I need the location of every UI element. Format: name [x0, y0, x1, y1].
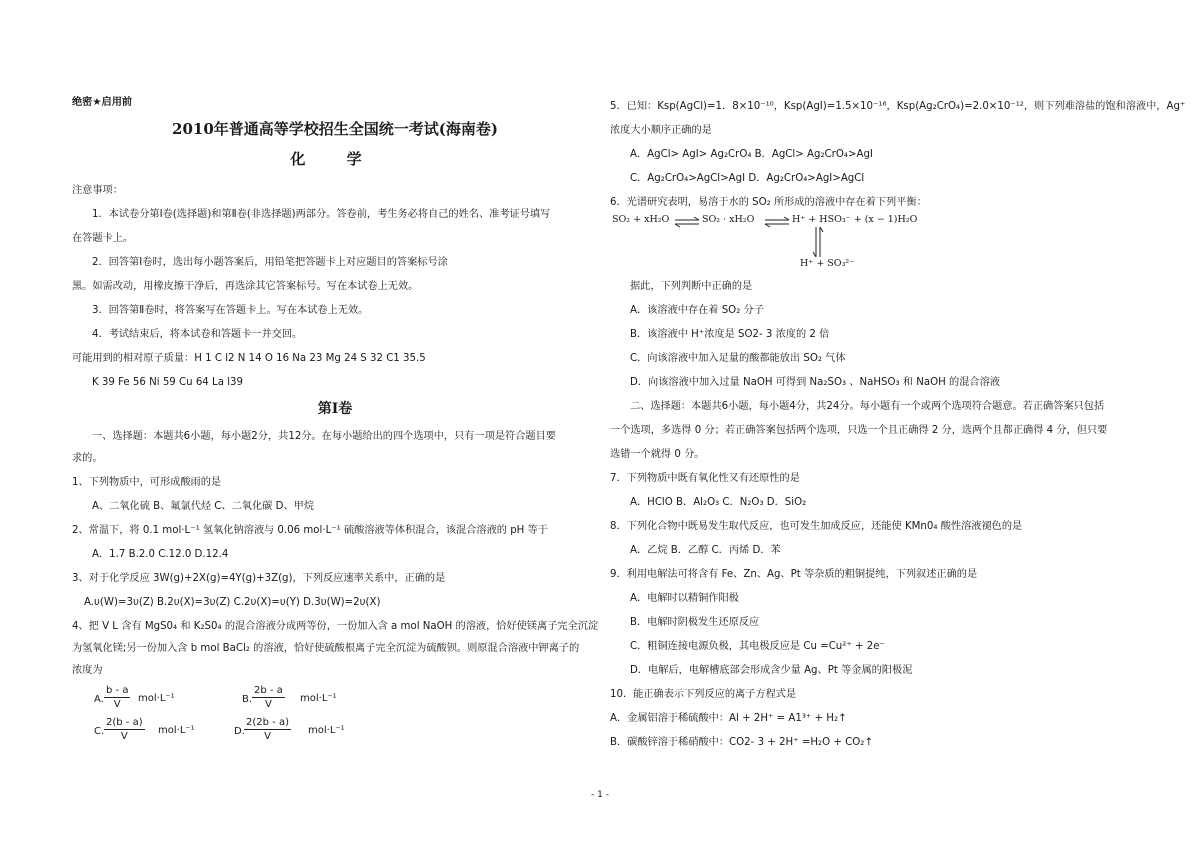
- q7-stem: 7．下列物质中既有氧化性又有还原性的是: [610, 473, 800, 484]
- part1-intro-a: 一、选择题：本题共6小题，每小题2分，共12分。在每小题给出的四个选项中，只有一项是符合题目要: [92, 431, 556, 442]
- q7-options: A．HClO B．Al₂O₃ C．N₂O₃ D．SiO₂: [630, 497, 807, 508]
- q5-options-ab: A．AgCl> AgI> Ag₂CrO₄ B．AgCl> Ag₂CrO₄>AgI: [630, 149, 873, 160]
- q4-option-a-label: A.: [94, 694, 104, 705]
- q4-c-denominator: V: [120, 731, 128, 742]
- q9-option-b: B．电解时阴极发生还原反应: [630, 617, 760, 628]
- q4-a-denominator: V: [113, 699, 121, 710]
- q4-b-denominator: V: [264, 699, 272, 710]
- q4-a-unit: mol·L⁻¹: [138, 693, 175, 704]
- q4-stem-b: 为氢氧化镁;另一份加入含 b mol BaCl₂ 的溶液，恰好使硫酸根离子完全沉淀为硫酸钡。则原混合溶液中钾离子的: [72, 643, 580, 654]
- q5-stem-a: 5．已知：Ksp(AgCl)=1．8×10⁻¹⁰，Ksp(AgI)=1.5×10⁻¹⁶，Ksp(Ag₂CrO₄)=2.0×10⁻¹²，则下列难溶盐的饱和溶液中，Ag⁺: [610, 101, 1186, 112]
- eq-down: H⁺ + SO₃²⁻: [800, 258, 855, 269]
- q8-options: A．乙烷 B．乙醇 C．丙烯 D．苯: [630, 545, 781, 556]
- note-2b: 黑。如需改动，用橡皮擦干净后，再选涂其它答案标号。写在本试卷上无效。: [72, 281, 419, 292]
- subject-title: 化 学: [290, 150, 380, 168]
- q10-option-b: B．碳酸锌溶于稀硝酸中：CO2- 3 + 2H⁺ =H₂O + CO₂↑: [610, 737, 873, 748]
- q1-options: A、二氧化硫 B、氟氯代烃 C、二氧化碳 D、甲烷: [92, 501, 315, 512]
- eq-right: H⁺ + HSO₃⁻ + (x − 1)H₂O: [792, 214, 918, 225]
- q10-stem: 10．能正确表示下列反应的离子方程式是: [610, 689, 797, 700]
- q4-d-denominator: V: [264, 731, 271, 742]
- q4-option-c-fraction: [104, 716, 145, 743]
- eq-left: SO₂ + xH₂O: [612, 214, 670, 225]
- q4-d-unit: mol·L⁻¹: [308, 725, 345, 736]
- q6-equilibrium-equation: [610, 212, 1010, 274]
- note-1a: 1．本试卷分第Ⅰ卷(选择题)和第Ⅱ卷(非选择题)两部分。答卷前，考生务必将自己的姓名、准考证号填写: [92, 209, 551, 220]
- part2-intro-a: 二、选择题：本题共6小题，每小题4分，共24分。每小题有一个或两个选项符合题意。若正确答案只包括: [630, 401, 1105, 412]
- q4-c-numerator: 2(b - a): [106, 717, 143, 728]
- part1-heading: 第Ⅰ卷: [317, 401, 353, 417]
- exam-title: 2010年普通高等学校招生全国统一考试(海南卷): [172, 120, 498, 138]
- q10-option-a: A．金属铝溶于稀硫酸中：Al + 2H⁺ = A1³⁺ + H₂↑: [610, 713, 847, 724]
- note-3: 3．回答第Ⅱ卷时，将答案写在答题卡上。写在本试卷上无效。: [92, 305, 369, 316]
- q4-option-d-fraction: [244, 716, 291, 743]
- q4-b-numerator: 2b - a: [254, 685, 283, 696]
- atomic-masses-b: K 39 Fe 56 Ni 59 Cu 64 La l39: [92, 377, 243, 388]
- q4-b-unit: mol·L⁻¹: [300, 693, 337, 704]
- q1-stem: 1、下列物质中，可形成酸雨的是: [72, 477, 222, 488]
- q9-option-a: A．电解时以精铜作阳极: [630, 593, 739, 604]
- part2-intro-b: 一个选项，多选得 0 分；若正确答案包括两个选项，只选一个且正确得 2 分，选两个且都正确得 4 分，但只要: [610, 425, 1108, 436]
- q4-option-b-fraction: [252, 684, 285, 711]
- note-4: 4．考试结束后，将本试卷和答题卡一并交回。: [92, 329, 303, 340]
- q4-option-b-label: B.: [242, 694, 253, 705]
- q5-options-cd: C．Ag₂CrO₄>AgCl>AgI D．Ag₂CrO₄>AgI>AgCl: [630, 173, 865, 184]
- q9-option-c: C．粗铜连接电源负极，其电极反应是 Cu =Cu²⁺ + 2e⁻: [630, 641, 885, 652]
- q4-d-numerator: 2(2b - a): [246, 717, 289, 728]
- q3-options: A.υ(W)=3υ(Z) B.2υ(X)=3υ(Z) C.2υ(X)=υ(Y) D.3υ(W)=2υ(X): [84, 597, 381, 608]
- q6-option-d: D．向该溶液中加入过量 NaOH 可得到 Na₂SO₃ 、NaHSO₃ 和 NaOH 的混合溶液: [630, 377, 1000, 388]
- q4-a-numerator: b - a: [106, 685, 129, 696]
- q6-option-b: B．该溶液中 H⁺浓度是 SO2- 3 浓度的 2 倍: [630, 329, 830, 340]
- q6-option-c: C．向该溶液中加入足量的酸都能放出 SO₂ 气体: [630, 353, 846, 364]
- q9-stem: 9．利用电解法可将含有 Fe、Zn、Ag、Pt 等杂质的粗铜提纯，下列叙述正确的是: [610, 569, 978, 580]
- q4-option-a-fraction: [104, 684, 130, 711]
- q6-option-a: A．该溶液中存在着 SO₂ 分子: [630, 305, 764, 316]
- atomic-masses-a: 可能用到的相对原子质量：H 1 C l2 N 14 O 16 Na 23 Mg 24 S 32 C1 35.5: [72, 353, 426, 364]
- q4-c-unit: mol·L⁻¹: [158, 725, 195, 736]
- q6-lead: 据此，下列判断中正确的是: [630, 281, 753, 292]
- q2-stem: 2、常温下，将 0.1 mol·L⁻¹ 氢氧化钠溶液与 0.06 mol·L⁻¹ 硫酸溶液等体积混合，该混合溶液的 pH 等于: [72, 525, 548, 536]
- q2-options: A．1.7 B.2.0 C.12.0 D.12.4: [92, 549, 229, 560]
- note-2a: 2．回答第Ⅰ卷时，选出每小题答案后，用铅笔把答题卡上对应题目的答案标号涂: [92, 257, 448, 268]
- part1-intro-b: 求的。: [72, 453, 103, 464]
- q5-stem-b: 浓度大小顺序正确的是: [610, 125, 712, 136]
- equilibrium-arrow-1-icon: [674, 216, 700, 228]
- q9-option-d: D．电解后，电解槽底部会形成含少量 Ag、Pt 等金属的阳极泥: [630, 665, 913, 676]
- note-1b: 在答题卡上。: [72, 233, 134, 244]
- page-number: - 1 -: [591, 790, 609, 800]
- q3-stem: 3、对于化学反应 3W(g)+2X(g)=4Y(g)+3Z(g)，下列反应速率关系中，正确的是: [72, 573, 446, 584]
- part2-intro-c: 选错一个就得 0 分。: [610, 449, 705, 460]
- equilibrium-arrow-2-icon: [764, 216, 790, 228]
- eq-mid: SO₂ · xH₂O: [702, 214, 755, 225]
- q4-stem-a: 4、把 V L 含有 MgS0₄ 和 K₂S0₄ 的混合溶液分成两等份，一份加入含 a mol NaOH 的溶液，恰好使镁离子完全沉淀: [72, 621, 599, 632]
- q4-option-d-label: D.: [234, 726, 245, 737]
- q4-option-c-label: C.: [94, 726, 105, 737]
- secret-label: 绝密★启用前: [72, 97, 133, 108]
- q8-stem: 8．下列化合物中既易发生取代反应，也可发生加成反应，还能使 KMn0₄ 酸性溶液褪色的是: [610, 521, 1023, 532]
- q6-stem: 6．光谱研究表明，易溶于水的 SO₂ 所形成的溶液中存在着下列平衡：: [610, 197, 927, 208]
- equilibrium-arrow-down-icon: [812, 226, 824, 258]
- q4-stem-c: 浓度为: [72, 665, 103, 676]
- notes-heading: 注意事项：: [72, 185, 123, 196]
